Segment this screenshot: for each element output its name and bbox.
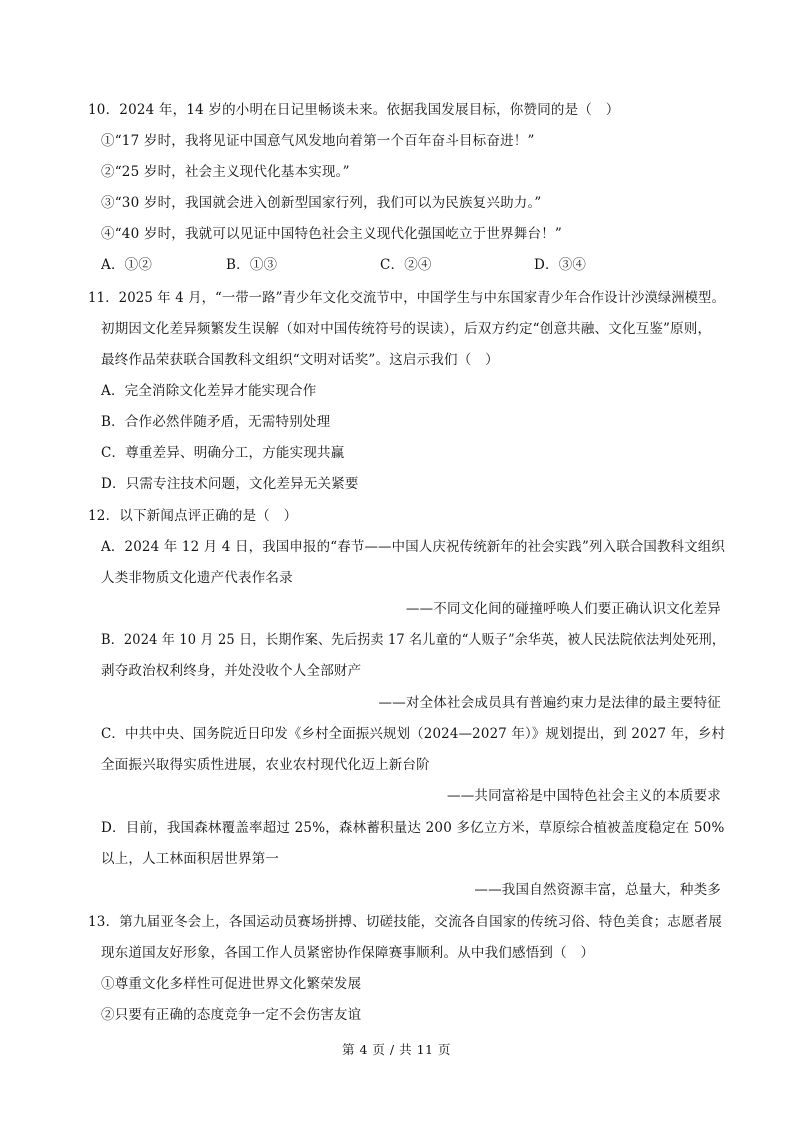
q10-item-4: ④“40 岁时，我就可以见证中国特色社会主义现代化强国屹立于世界舞台！” bbox=[101, 226, 562, 242]
q10-stem: 10．2024 年，14 岁的小明在日记里畅谈未来。依据我国发展目标，你赞同的是（ ） bbox=[88, 102, 620, 118]
q11-stem-line-1: 11．2025 年 4 月，“一带一路”青少年文化交流节中，中国学生与中东国家青少年合作设计沙漠绿洲模型。 bbox=[88, 290, 725, 306]
q13-stem-line-2: 现东道国友好形象，各国工作人员紧密协作保障赛事顺利。从中我们感悟到（ ） bbox=[101, 945, 595, 961]
q12-option-b-line-2: 剥夺政治权利终身，并处没收个人全部财产 bbox=[101, 663, 362, 679]
q11-option-c: C．尊重差异、明确分工，方能实现共赢 bbox=[101, 445, 345, 461]
q12-option-c-line-1: C．中共中央、国务院近日印发《乡村全面振兴规划（2024—2027 年）》规划提出，到 2027 年，乡村 bbox=[101, 726, 726, 742]
q12-option-a-line-1: A．2024 年 12 月 4 日，我国申报的“春节——中国人庆祝传统新年的社会实践”列入联合国教科文组织 bbox=[101, 539, 726, 555]
q10-item-1: ①“17 岁时，我将见证中国意气风发地向着第一个百年奋斗目标奋进！” bbox=[101, 133, 535, 149]
q13-item-1: ①尊重文化多样性可促进世界文化繁荣发展 bbox=[101, 976, 362, 992]
q12-option-b-line-1: B．2024 年 10 月 25 日，长期作案、先后拐卖 17 名儿童的“人贩子”余华英，被人民法院依法判处死刑， bbox=[101, 632, 726, 648]
q10-option-d: D．③④ bbox=[534, 257, 587, 273]
q11-option-b: B．合作必然伴随矛盾，无需特别处理 bbox=[101, 414, 331, 430]
q12-stem: 12．以下新闻点评正确的是（ ） bbox=[88, 508, 298, 524]
page-footer: 第 4 页 / 共 11 页 bbox=[342, 1042, 451, 1057]
q11-stem-line-2: 初期因文化差异频繁发生误解（如对中国传统符号的误读），后双方约定“创意共融、文化互鉴”原则， bbox=[101, 321, 712, 337]
q12-option-a-comment: ——不同文化间的碰撞呼唤人们要正确认识文化差异 bbox=[405, 601, 721, 617]
q12-option-a-line-2: 人类非物质文化遗产代表作名录 bbox=[101, 570, 293, 586]
q13-item-2: ②只要有正确的态度竞争一定不会伤害友谊 bbox=[101, 1007, 362, 1023]
q12-option-d-comment: ——我国自然资源丰富，总量大，种类多 bbox=[474, 882, 721, 898]
q10-item-3: ③“30 岁时，我国就会进入创新型国家行列，我们可以为民族复兴助力。” bbox=[101, 195, 542, 211]
q11-stem-line-3: 最终作品荣获联合国教科文组织“文明对话奖”。这启示我们（ ） bbox=[101, 352, 499, 368]
q12-option-d-line-2: 以上，人工林面积居世界第一 bbox=[101, 851, 280, 867]
q10-option-a: A．①② bbox=[101, 257, 153, 273]
q11-option-d: D．只需专注技术问题，文化差异无关紧要 bbox=[101, 476, 359, 492]
q12-option-c-line-2: 全面振兴取得实质性进展，农业农村现代化迈上新台阶 bbox=[101, 757, 430, 773]
q12-option-d-line-1: D．目前，我国森林覆盖率超过 25%，森林蓄积量达 200 多亿立方米，草原综合植被盖度稳定在 50% bbox=[101, 820, 725, 836]
q10-option-b: B．①③ bbox=[226, 257, 278, 273]
q11-option-a: A．完全消除文化差异才能实现合作 bbox=[101, 383, 317, 399]
q10-item-2: ②“25 岁时，社会主义现代化基本实现。” bbox=[101, 164, 350, 180]
q13-stem-line-1: 13．第九届亚冬会上，各国运动员赛场拼搏、切磋技能，交流各自国家的传统习俗、特色美食；志愿者展 bbox=[88, 914, 723, 930]
q12-option-c-comment: ——共同富裕是中国特色社会主义的本质要求 bbox=[447, 788, 721, 804]
q10-option-c: C．②④ bbox=[380, 257, 432, 273]
q12-option-b-comment: ——对全体社会成员具有普遍约束力是法律的最主要特征 bbox=[378, 695, 721, 711]
